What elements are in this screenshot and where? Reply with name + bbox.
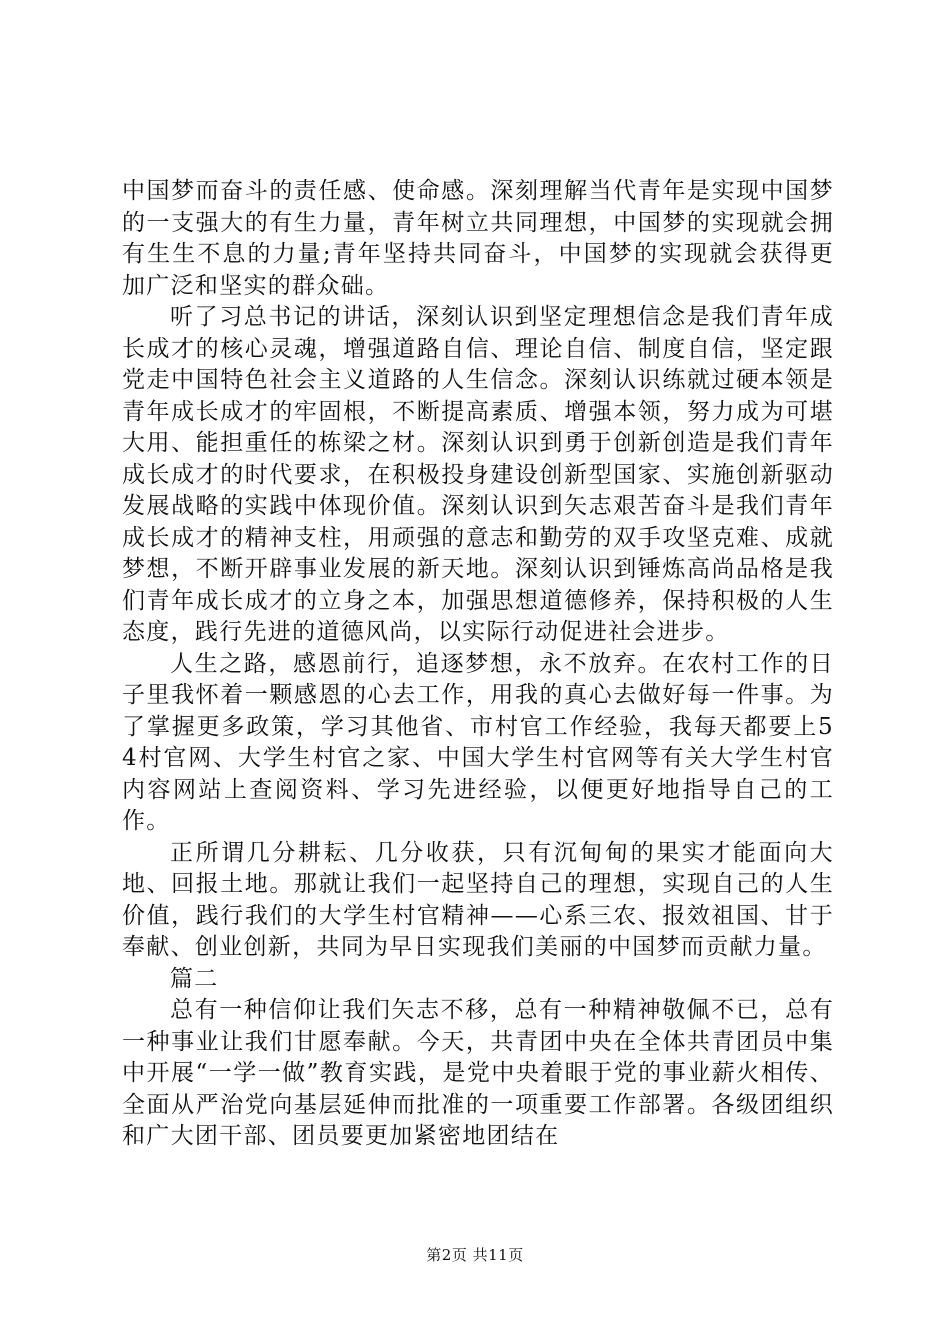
paragraph-2: 听了习总书记的讲话，深刻认识到坚定理想信念是我们青年成长成才的核心灵魂，增强道路自信、理论自信、制度自信，坚定跟党走中国特色社会主义道路的人生信念。深刻认识练就过硬本领是青年成长成才的牢固根，不断提高素质、增强本领，努力成为可堪大用、能担重任的栋梁之材。深刻认识到勇于创新创造是我们青年成长成才的时代要求，在积极投身建设创新型国家、实施创新驱动发展战略的实践中体现价值。深刻认识到矢志艰苦奋斗是我们青年成长成才的精神支柱，用顽强的意志和勤劳的双手攻坚克难、成就梦想，不断开辟事业发展的新天地。深刻认识到锤炼高尚品格是我们青年成长成才的立身之本，加强思想道德修养，保持积极的人生态度，践行先进的道德风尚，以实际行动促进社会进步。 xyxy=(122,304,834,645)
paragraph-5: 总有一种信仰让我们矢志不移，总有一种精神敬佩不已，总有一种事业让我们甘愿奉献。今天，共青团中央在全体共青团员中集中开展“一学一做”教育实践，是党中央着眼于党的事业薪火相传、全面从严治党向基层延伸而批准的一项重要工作部署。各级团组织和广大团干部、团员要更加紧密地团结在 xyxy=(122,997,834,1149)
page-number-footer: 第2页 共11页 xyxy=(426,1246,524,1264)
document-body xyxy=(122,176,834,1153)
paragraph-1: 中国梦而奋斗的责任感、使命感。深刻理解当代青年是实现中国梦的一支强大的有生力量，青年树立共同理想，中国梦的实现就会拥有生生不息的力量;青年坚持共同奋斗，中国梦的实现就会获得更加广泛和坚实的群众础。 xyxy=(122,178,834,299)
section-heading: 篇二 xyxy=(170,965,219,992)
paragraph-3: 人生之路，感恩前行，追逐梦想，永不放弃。在农村工作的日子里我怀着一颗感恩的心去工作，用我的真心去做好每一件事。为了掌握更多政策，学习其他省、市村官工作经验，我每天都要上54村官网、大学生村官之家、中国大学生村官网等有关大学生村官内容网站上查阅资料、学习先进经验，以便更好地指导自己的工作。 xyxy=(122,650,834,834)
paragraph-4: 正所谓几分耕耘、几分收获，只有沉甸甸的果实才能面向大地、回报土地。那就让我们一起坚持自己的理想，实现自己的人生价值，践行我们的大学生村官精神——心系三农、报效祖国、甘于奉献、创业创新，共同为早日实现我们美丽的中国梦而贡献力量。 xyxy=(122,839,834,960)
